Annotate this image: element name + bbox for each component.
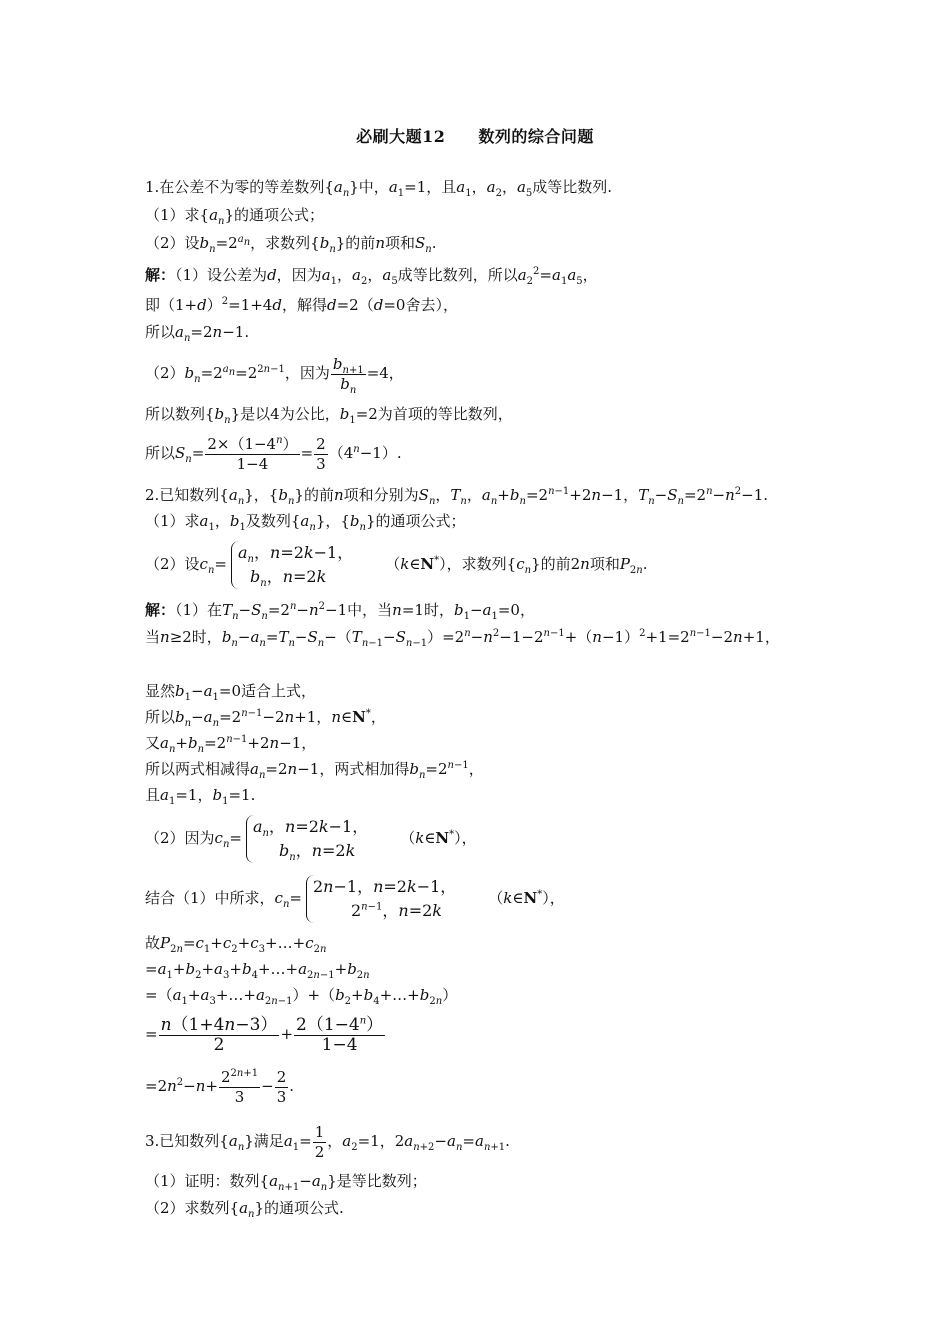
- q2-solution-4: 所以$b_n-a_n=2^{n-1}-2n+1$，n∈N*，: [145, 708, 386, 729]
- q2-solution-8: （2）因为$c_n=$ $a_n$，n=2k−1， $b_n$，n=2k （k∈N*），: [145, 817, 477, 864]
- q2-solution-1: 解：（1）在$T_n-S_n=2^n-n^2-1$中，当n=1时，$b_1-a_1=0$，: [145, 601, 535, 622]
- q1-solution-4: $(2)b_n=2^{a_n}=2^{2n-1}$，因为 $\frac{b_{n+1}}{b_n}$ =4，: [145, 354, 404, 396]
- q3-part1: （1）证明：数列$\{a_{n+1}-a_n\}$是等比数列；: [145, 1172, 427, 1193]
- q1-solution-1: 解：（1）设公差为d，因为$a_1$，$a_2$，$a_5$成等比数列，所以$a_2^2=a_1a_5$，: [145, 266, 598, 287]
- q1-solution-5: 所以数列$\{b_n\}$是以4为公比，$b_1=2$为首项的等比数列，: [145, 405, 513, 426]
- q1-solution-6: 所以$S_n=$ $\frac{2\times(1-4^n)}{1-4}$ = $\frac{2}{3}$ $(4^n-1)$.: [145, 434, 402, 473]
- q2-part1: （1）求$a_1$，$b_1$及数列$\{a_n\}$，$\{b_n\}$的通项公式；: [145, 512, 466, 533]
- q1-part2: （2）设$b_n=2^{a_n}$，求数列$\{b_n\}$的前n项和$S_n$.: [145, 234, 437, 255]
- q2-part2: （2）设$c_n=$ $a_n$，n=2k−1， $b_n$，n=2k （k∈N*），求数列$\{c_n\}$的前2n项和$P_{2n}$.: [145, 543, 648, 590]
- page-title: 必刷大题12 数列的综合问题: [356, 127, 594, 146]
- q2-solution-11: $=a_1+b_2+a_3+b_4+\dots+a_{2n-1}+b_{2n}$: [145, 960, 370, 981]
- q2-solution-6: 所以两式相减得$a_n=2n-1$，两式相加得$b_n=2^{n-1}$，: [145, 760, 484, 781]
- q2-solution-13: = $\frac{n(1+4n-3)}{2}$ + $\frac{2(1-4^n)}{1-4}$: [145, 1014, 384, 1055]
- q2-solution-10: 故$P_{2n}=c_1+c_2+c_3+\dots+c_{2n}$: [145, 934, 327, 955]
- q2-solution-2: 当n≥2时，$b_n-a_n=T_n-S_n-(T_{n-1}-S_{n-1})=2^n-n^2-1-2^{n-1}+(n-1)^2+1=2^{n-1}-2n+1$，: [145, 628, 780, 649]
- q2-stem: 2.已知数列$\{a_n\}$，$\{b_n\}$的前n项和分别为$S_n$，$T_n$，$a_n+b_n=2^{n-1}+2n-1$，$T_n-S_n=2^n-n^2-1$.: [145, 486, 769, 507]
- q2-solution-9: 结合（1）中所求，$c_n=$ 2n−1，n=2k−1， $2^{n-1}$，n=2k （k∈N*），: [145, 872, 830, 924]
- q2-solution-14: $=2n^2-n+$ $\frac{2^{2n+1}}{3}$ − $\frac{2}{3}$ .: [145, 1067, 295, 1106]
- q3-part2: （2）求数列$\{a_n\}$的通项公式.: [145, 1199, 344, 1220]
- q2-solution-7: 且$a_1=1$，$b_1=1$.: [145, 786, 256, 807]
- q2-solution-5: 又$a_n+b_n=2^{n-1}+2n-1$，: [145, 734, 317, 755]
- q1-stem: 1.在公差不为零的等差数列$\{a_n\}$中，$a_1=1$，且$a_1$，$a_2$，$a_5$成等比数列.: [145, 178, 613, 199]
- q3-stem: 3.已知数列$\{a_n\}$满足$a_1=$ $\frac{1}{2}$ ，$a_2=1$，$2a_{n+2}-a_n=a_{n+1}$.: [145, 1122, 510, 1161]
- q1-solution-3: 所以$a_n=2n-1$.: [145, 323, 250, 344]
- q2-solution-3: 显然$b_1-a_1=0$适合上式，: [145, 682, 317, 703]
- q2-solution-12: $=(a_1+a_3+\dots+a_{2n-1})+(b_2+b_4+\dots+b_{2n})$: [145, 986, 458, 1007]
- q1-part1: （1）求$\{a_n\}$的通项公式；: [145, 206, 325, 227]
- q1-solution-2: 即$(1+d)^2=1+4d$，解得d=2（d=0舍去），: [145, 296, 458, 314]
